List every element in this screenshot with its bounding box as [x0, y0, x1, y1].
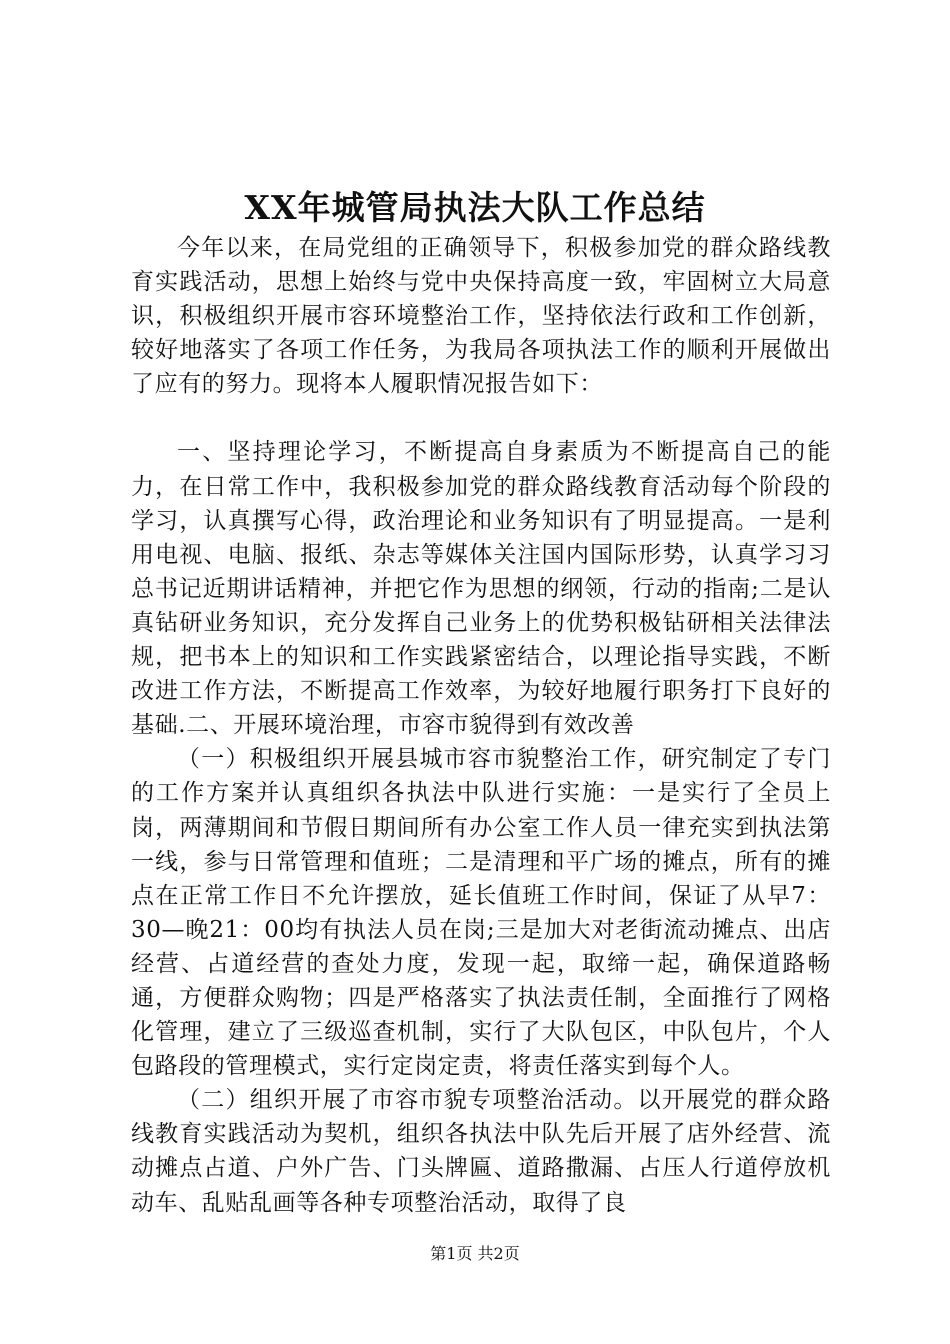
document-body [131, 231, 831, 1220]
paragraph-subsection-2: （二）组织开展了市容市貌专项整治活动。以开展党的群众路线教育实践活动为契机，组织各执法中队先后开展了店外经营、流动摊点占道、户外广告、门头牌匾、道路撒漏、占压人行道停放机动车、乱贴乱画等各种专项整治活动，取得了良 [131, 1087, 831, 1216]
paragraph-intro: 今年以来，在局党组的正确领导下，积极参加党的群众路线教育实践活动，思想上始终与党中央保持高度一致，牢固树立大局意识，积极组织开展市容环境整治工作，坚持依法行政和工作创新，较好地落实了各项工作任务，为我局各项执法工作的顺利开展做出了应有的努力。现将本人履职情况报告如下： [131, 235, 831, 398]
page-number: 第1页 共2页 [430, 1244, 520, 1263]
paragraph-section-1: 一、坚持理论学习，不断提高自身素质为不断提高自己的能力，在日常工作中，我积极参加党的群众路线教育活动每个阶段的学习，认真撰写心得，政治理论和业务知识有了明显提高。一是利用电视、电脑、报纸、杂志等媒体关注国内国际形势，认真学习习总书记近期讲话精神，并把它作为思想的纲领，行动的指南;二是认真钻研业务知识，充分发挥自己业务上的优势积极钻研相关法律法规，把书本上的知识和工作实践紧密结合，以理论指导实践，不断改进工作方法，不断提高工作效率，为较好地履行职务打下良好的基础.二、开展环境治理，市容市貌得到有效改善 [131, 439, 831, 739]
paragraph-subsection-1: （一）积极组织开展县城市容市貌整治工作，研究制定了专门的工作方案并认真组织各执法中队进行实施：一是实行了全员上岗，两薄期间和节假日期间所有办公室工作人员一律充实到执法第一线，参与日常管理和值班；二是清理和平广场的摊点，所有的摊点在正常工作日不允许摆放，延长值班工作时间，保证了从早7：30—晚21：00均有执法人员在岗;三是加大对老街流动摊点、出店经营、占道经营的查处力度，发现一起，取缔一起，确保道路畅通，方便群众购物；四是严格落实了执法责任制，全面推行了网格化管理，建立了三级巡查机制，实行了大队包区，中队包片，个人包路段的管理模式，实行定岗定责，将责任落实到每个人。 [131, 746, 831, 1080]
document-title: XX年城管局执法大队工作总结 [244, 188, 706, 227]
